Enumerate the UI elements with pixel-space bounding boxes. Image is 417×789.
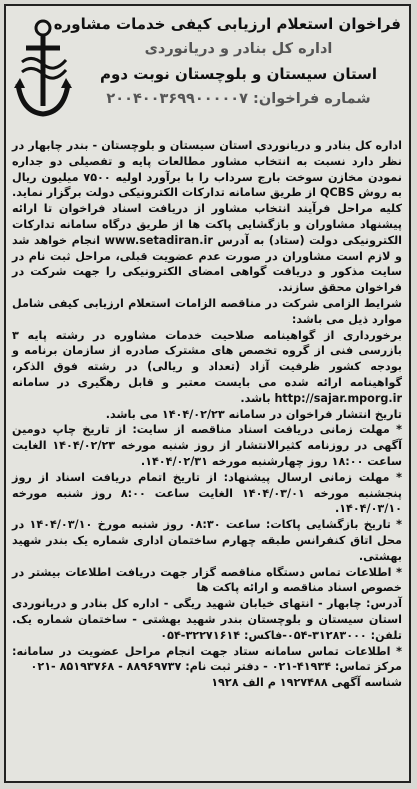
intro-paragraph: اداره کل بنادر و دریانوردی استان سیستان و بلوچستان - بندر چابهار در نظر دارد نسبت به انتخاب مشاور مطالعات پایه و تفصیلی دو جداره نمودن مخازن سوخت بارج سرداب را با برآورد اولیه ۷۵۰۰ میلیون ریال به روش QCBS از طریق سامانه تدارکات الکترونیکی دولت برگزار نماید. کلیه مراحل فرآیند انتخاب مشاور از دریافت اسناد فراخوان تا ارائه پیشنهاد مشاوران و بازگشایی پاکت ها از طریق درگاه سامانه تدارکات الکترونیکی دولت (ستاد) به آدرس www.setadiran.ir انجام خواهد شد و لازم است مشاوران در صورت عدم عضویت قبلی، مراحل ثبت نام در سایت مذکور و دریافت گواهی امضای الکترونیکی را جهت شرکت در فراخوان محقق سازند. (12, 139, 402, 295)
contact-heading: * اطلاعات تماس دستگاه مناقصه گزار جهت دریافت اطلاعات بیشتر در خصوص اسناد مناقصه و ارائه پاکت ها (12, 565, 402, 595)
province-round: استان سیستان و بلوچستان نوبت دوم (100, 65, 377, 83)
conditions-paragraph: برخورداری از گواهینامه صلاحیت خدمات مشاوره در رشته پایه ۳ بازرسی فنی از گروه تخصص های مشترک صادره از سازمان برنامه و بودجه کشور ظرفیت آزاد (تعداد و ریالی) در رشته فوق الذکر، گواهینامه ارائه شده می بایست معتبر و قابل رهگیری در سامانه http://sajar.mporg.ir باشد. (12, 328, 402, 405)
organization-name: اداره کل بنادر و دریانوردی (144, 41, 333, 57)
call-number: شماره فراخوان: ۲۰۰۴۰۰۳۶۹۹۰۰۰۰۰۷ (106, 91, 371, 107)
proposal-deadline: * مهلت زمانی ارسال پیشنهاد: از تاریخ اتمام دریافت اسناد از روز پنجشنبه مورخه ۱۴۰۴/۰۳/۰۱ الغایت ساعت ۸:۰۰ روز شنبه مورخه ۱۴۰۴/۰۳/۱۰. (12, 470, 403, 516)
publish-date: تاریخ انتشار فراخوان در سامانه ۱۴۰۴/۰۲/۲۳ می باشد. (105, 407, 402, 421)
ad-header (6, 6, 409, 138)
ad-id: شناسه آگهی ۱۹۲۷۴۸۸ م الف ۱۹۲۸ (211, 676, 402, 690)
document-deadline: * مهلت زمانی دریافت اسناد مناقصه از سایت: از تاریخ چاپ دومین آگهی در روزنامه کثیرالانتشار از روز شنبه مورخه ۱۴۰۴/۰۲/۲۳ الغایت ساعت ۱۸:۰۰ روز چهارشنبه مورخه ۱۴۰۴/۰۲/۳۱. (12, 423, 402, 468)
ad-titles (53, 12, 401, 112)
conditions-heading: شرایط الزامی شرکت در مناقصه الزامات استعلام ارزیابی کیفی شامل موارد ذیل می باشد: (12, 296, 402, 326)
opening-date: * تاریخ بازگشایی پاکات: ساعت ۰۸:۳۰ روز شنبه مورخ ۱۴۰۴/۰۳/۱۰ در محل اتاق کنفرانس طبقه چهارم ساختمان اداری شماره یک بندر شهید بهشتی. (12, 518, 403, 563)
ad-body (12, 138, 402, 691)
ad-title: فراخوان استعلام ارزیابی کیفی خدمات مشاوره (53, 15, 401, 33)
advertisement-page (4, 4, 411, 783)
setad-contact: * اطلاعات تماس سامانه ستاد جهت انجام مراحل عضویت در سامانه: مرکز تماس: ۴۱۹۳۴-۰۲۱ - دفتر ثبت نام: ۸۸۹۶۹۷۳۷ - ۸۵۱۹۳۷۶۸ -۰۲۱ (12, 644, 402, 674)
address-phone: آدرس: چابهار - انتهای خیابان شهید ریگی - اداره کل بنادر و دریانوردی استان سیستان و بلوچستان بندر شهید بهشتی - ساختمان شماره یک. تلفن: ۳۱۲۸۳۰۰۰-۰۵۴-فاکس: ۳۲۲۷۱۶۱۴-۰۵۴ (12, 597, 402, 642)
